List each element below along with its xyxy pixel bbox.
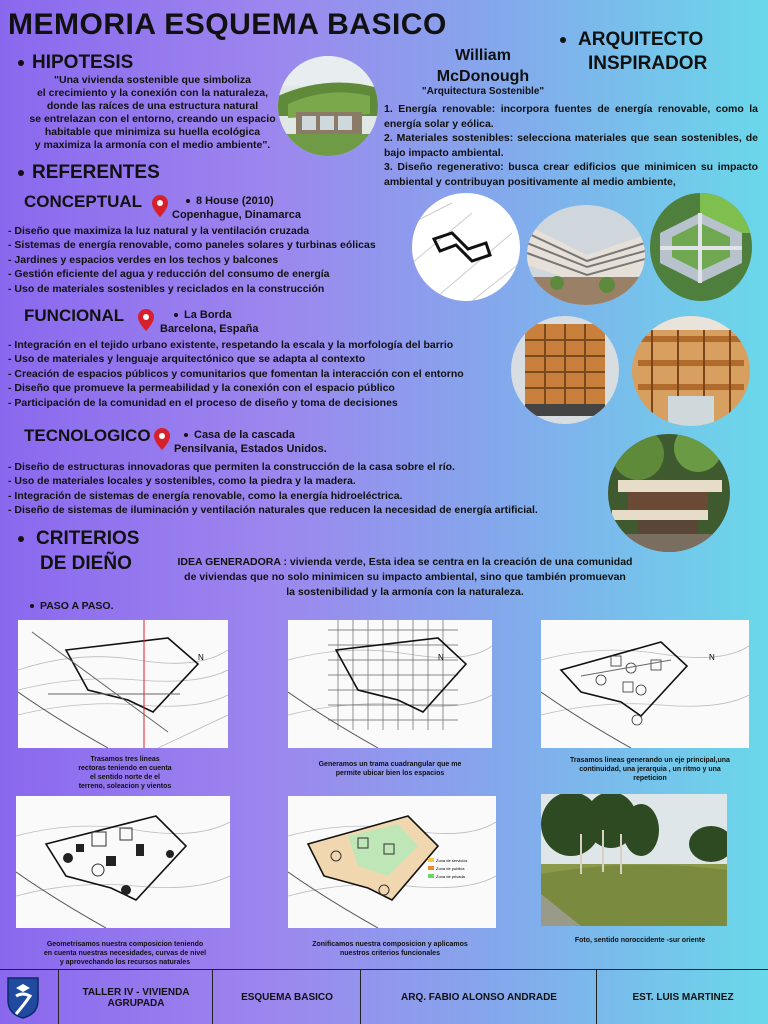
conceptual-list <box>8 224 408 296</box>
8house-aerial-image <box>650 193 752 301</box>
criterios-heading: CRITERIOS DE DIEÑO <box>18 526 139 576</box>
conceptual-project: 8 House (2010) Copenhague, Dinamarca <box>172 195 301 221</box>
8house-photo-image <box>527 205 645 305</box>
list-item: - Diseño de sistemas de iluminación y ventilación naturales que reducen la necesidad de energía artificial. <box>8 504 538 517</box>
list-item: - Integración de sistemas de energía renovable, como la energía hidroeléctrica. <box>8 489 403 502</box>
north-arrow-icon: N <box>438 653 444 662</box>
list-item: - Diseño que promueve la permeabilidad y la conexión con el espacio público <box>8 382 395 395</box>
step-4-caption: Geometrisamos nuestra composicion teniendo en cuenta nuestras necesidades, curvas de nivel y aprovechando los recursos naturales <box>43 941 207 966</box>
site-photo <box>541 794 727 926</box>
tecnologico-project: Casa de la cascada Pensilvania, Estados Unidos. <box>174 429 327 455</box>
architect-point: 1. Energía renovable: incorpora fuentes de energía renovable, como la energía solar y eólica. <box>384 103 758 130</box>
conceptual-label: CONCEPTUAL <box>24 192 143 211</box>
hipotesis-text <box>10 74 295 152</box>
list-item: - Diseño de estructuras innovadoras que permiten la construcción de la casa sobre el río. <box>8 461 455 473</box>
footer-professor: ARQ. FABIO ALONSO ANDRADE <box>360 970 597 1024</box>
hipotesis-heading: HIPOTESIS <box>18 52 133 74</box>
hipotesis-line: se entrelazan con el entorno, creando un espacio <box>29 113 276 125</box>
location-pin-icon <box>154 428 170 450</box>
step-4-diagram <box>16 796 230 928</box>
footer-sheet-title: ESQUEMA BASICO <box>212 970 361 1024</box>
list-item: - Uso de materiales locales y sostenibles, como la piedra y la madera. <box>8 475 356 488</box>
architect-point: 2. Materiales sostenibles: selecciona materiales que sean sostenibles, de bajo impacto ambiental. <box>384 132 758 159</box>
list-item: - Participación de la comunidad en el proceso de diseño y toma de decisiones <box>8 396 398 409</box>
paso-a-paso: PASO A PASO. <box>30 600 114 612</box>
architect-name: William McDonough <box>436 47 530 85</box>
step-3-diagram <box>541 620 749 748</box>
funcional-list <box>8 338 508 410</box>
bullet-icon <box>18 170 24 176</box>
tecnologico-label: TECNOLOGICO <box>24 426 151 445</box>
hipotesis-line: "Una vivienda sostenible que simboliza <box>54 74 251 86</box>
hipotesis-line: y maximiza la armonía con el medio ambiente". <box>34 139 271 151</box>
step-6-caption: Foto, sentido noroccidente -sur oriente <box>574 937 706 944</box>
laborda-courtyard-image <box>632 316 750 426</box>
bullet-icon <box>174 313 178 317</box>
bullet-icon <box>186 199 190 203</box>
location-pin-icon <box>152 195 168 217</box>
arquitecto-heading: ARQUITECTO INSPIRADOR <box>560 28 760 76</box>
hipotesis-line: el crecimiento y la conexión con la naturaleza, <box>36 87 269 99</box>
list-item: - Integración en el tejido urbano existente, respetando la escala y la morfología del barrio <box>8 339 454 351</box>
logo-shield-icon <box>4 974 42 1020</box>
step-1-caption: Trasamos tres lineas rectoras teniendo en cuenta el sentido norte de el terreno, soleacion y vientos <box>78 756 172 790</box>
list-item: - Jardines y espacios verdes en los techos y balcones <box>8 253 279 266</box>
green-roof-house-image <box>278 56 378 156</box>
bullet-icon <box>560 37 566 43</box>
referentes-heading: REFERENTES <box>18 162 160 184</box>
list-item: - Uso de materiales y lenguaje arquitectónico que se adapta al contexto <box>8 353 366 366</box>
tecnologico-list <box>8 460 608 518</box>
north-arrow-icon: N <box>198 653 204 662</box>
funcional-project: La Borda Barcelona, España <box>160 309 259 335</box>
hipotesis-line: donde las raíces de una estructura natural <box>46 100 259 112</box>
list-item: - Uso de materiales sostenibles y reciclados en la construcción <box>8 282 325 295</box>
laborda-facade-image <box>511 316 619 424</box>
page-title: MEMORIA ESQUEMA BASICO <box>8 8 447 41</box>
architect-points <box>384 102 758 189</box>
idea-generadora: IDEA GENERADORA : vivienda verde, Esta idea se centra en la creación de una comunidad de viviendas que no solo minimicen su impacto ambiental, sino que también promuevan la sostenibilidad y la armonía con la naturaleza. <box>177 556 633 598</box>
step-2-caption: Generamos un trama cuadrangular que me permite ubicar bien los espacios <box>318 761 462 777</box>
list-item: - Diseño que maximiza la luz natural y la ventilación cruzada <box>8 225 310 237</box>
step-5-caption: Zonificamos nuestra composicion y aplicamos nuestros criterios funcionales <box>312 941 468 957</box>
legend-label: Zona de servicios <box>436 858 468 863</box>
step-3-caption: Trasamos lineas generando un eje principal,una continuidad, una jerarquia , un ritmo y una repeticion <box>570 757 730 782</box>
footer-course: TALLER IV - VIVIENDA AGRUPADA <box>58 970 213 1024</box>
step-1-diagram <box>18 620 228 748</box>
hipotesis-line: habitable que minimiza su huella ecológica <box>44 126 261 138</box>
legend-swatch-service <box>428 858 434 862</box>
list-item: - Creación de espacios públicos y comunitarios que fomentan la interacción con el entorno <box>8 367 464 380</box>
architect-point: 3. Diseño regenerativo: busca crear edificios que minimicen su impacto ambiental y contribuyan positivamente al medio ambiente, <box>384 161 758 188</box>
fallingwater-image <box>608 434 730 552</box>
list-item: - Gestión eficiente del agua y reducción del consumo de energía <box>8 268 330 281</box>
location-pin-icon <box>138 309 154 331</box>
north-arrow-icon: N <box>709 653 715 662</box>
bullet-icon <box>184 433 188 437</box>
bullet-icon <box>18 536 24 542</box>
footer <box>0 969 768 1024</box>
funcional-label: FUNCIONAL <box>24 306 125 325</box>
step-2-diagram <box>288 620 492 748</box>
footer-student: EST. LUIS MARTINEZ <box>596 970 768 1024</box>
bullet-icon <box>18 60 24 66</box>
legend-swatch-private <box>428 874 434 878</box>
step-5-zoning-diagram <box>288 796 496 928</box>
legend-swatch-public <box>428 866 434 870</box>
legend-label: Zona de privada <box>436 874 465 879</box>
architect-subtitle: "Arquitectura Sostenible" <box>421 86 545 97</box>
8house-plan-image <box>412 193 520 301</box>
legend-label: Zona de publica <box>436 866 465 871</box>
bullet-icon <box>30 604 34 608</box>
list-item: - Sistemas de energía renovable, como paneles solares y turbinas eólicas <box>8 239 376 252</box>
